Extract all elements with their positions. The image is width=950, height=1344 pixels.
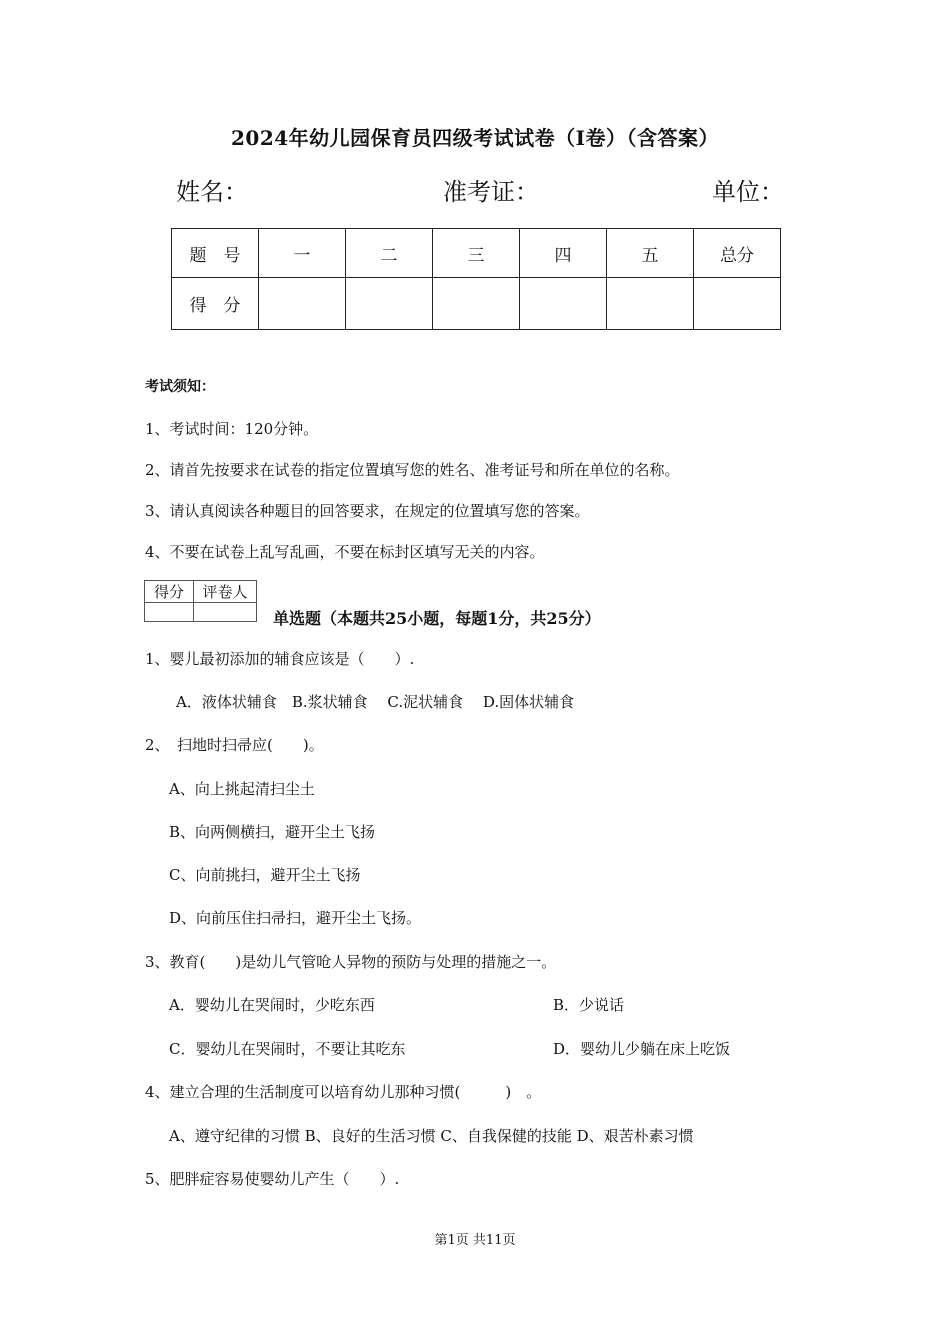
grader-reviewer-label: 评卷人 (194, 581, 257, 603)
score-header-cell: 五 (607, 229, 694, 278)
grader-reviewer-cell (194, 603, 257, 622)
score-header-cell: 一 (259, 229, 346, 278)
ticket-field-label: 准考证： (443, 178, 539, 206)
option-a: A、向上挑起清扫尘土 (169, 780, 315, 798)
score-header-cell: 题 号 (172, 229, 259, 278)
score-header-cell: 二 (346, 229, 433, 278)
question-stem: 3、教育( )是幼儿气管呛人异物的预防与处理的措施之一。 (145, 953, 557, 971)
question-stem: 5、肥胖症容易使婴幼儿产生（ ）. (145, 1170, 400, 1188)
score-header-cell: 三 (433, 229, 520, 278)
notice-heading: 考试须知： (145, 379, 215, 395)
option-d: D．婴幼儿少躺在床上吃饭 (553, 1040, 731, 1058)
score-header-cell: 四 (520, 229, 607, 278)
option-c: C、向前挑扫，避开尘土飞扬 (169, 866, 361, 884)
score-cell (520, 278, 607, 330)
question-stem: 4、建立合理的生活制度可以培育幼儿那种习惯( ) 。 (145, 1083, 542, 1101)
option-d: D、向前压住扫帚扫，避开尘土飞扬。 (169, 909, 422, 927)
score-header-cell: 总分 (694, 229, 781, 278)
option-a: A．婴幼儿在哭闹时，少吃东西 (169, 996, 375, 1014)
section-title: 单选题（本题共25小题，每题1分，共25分） (273, 609, 601, 628)
score-cell (346, 278, 433, 330)
score-cell (607, 278, 694, 330)
grader-score-cell (145, 603, 194, 622)
question-options: A．液体状辅食 B.浆状辅食 C.泥状辅食 D.固体状辅食 (176, 693, 575, 711)
option-b: B、向两侧横扫，避开尘土飞扬 (169, 823, 376, 841)
unit-field-label: 单位： (712, 178, 784, 206)
name-field-label: 姓名： (176, 178, 248, 206)
score-cell (433, 278, 520, 330)
score-table (171, 228, 781, 330)
question-options: A、遵守纪律的习惯 B、良好的生活习惯 C、自我保健的技能 D、艰苦朴素习惯 (169, 1127, 694, 1145)
score-table-score-row (172, 278, 781, 330)
score-row-label: 得 分 (172, 278, 259, 330)
option-b: B．少说话 (553, 996, 625, 1014)
page-title: 2024年幼儿园保育员四级考试试卷（I卷）（含答案） (230, 126, 720, 150)
option-c: C．婴幼儿在哭闹时，不要让其吃东 (169, 1040, 406, 1058)
grader-score-label: 得分 (145, 581, 194, 603)
score-table-header-row (172, 229, 781, 278)
question-stem: 2、 扫地时扫帚应( )。 (145, 736, 324, 754)
notice-item: 2、请首先按要求在试卷的指定位置填写您的姓名、准考证号和所在单位的名称。 (145, 461, 680, 479)
score-cell (694, 278, 781, 330)
notice-item: 4、不要在试卷上乱写乱画，不要在标封区填写无关的内容。 (145, 543, 545, 561)
notice-item: 1、考试时间：120分钟。 (145, 420, 319, 438)
notice-item: 3、请认真阅读各种题目的回答要求，在规定的位置填写您的答案。 (145, 502, 590, 520)
question-stem: 1、婴儿最初添加的辅食应该是（ ）. (145, 650, 415, 668)
score-cell (259, 278, 346, 330)
page-footer: 第1页 共11页 (434, 1233, 516, 1248)
grader-box (144, 580, 257, 622)
